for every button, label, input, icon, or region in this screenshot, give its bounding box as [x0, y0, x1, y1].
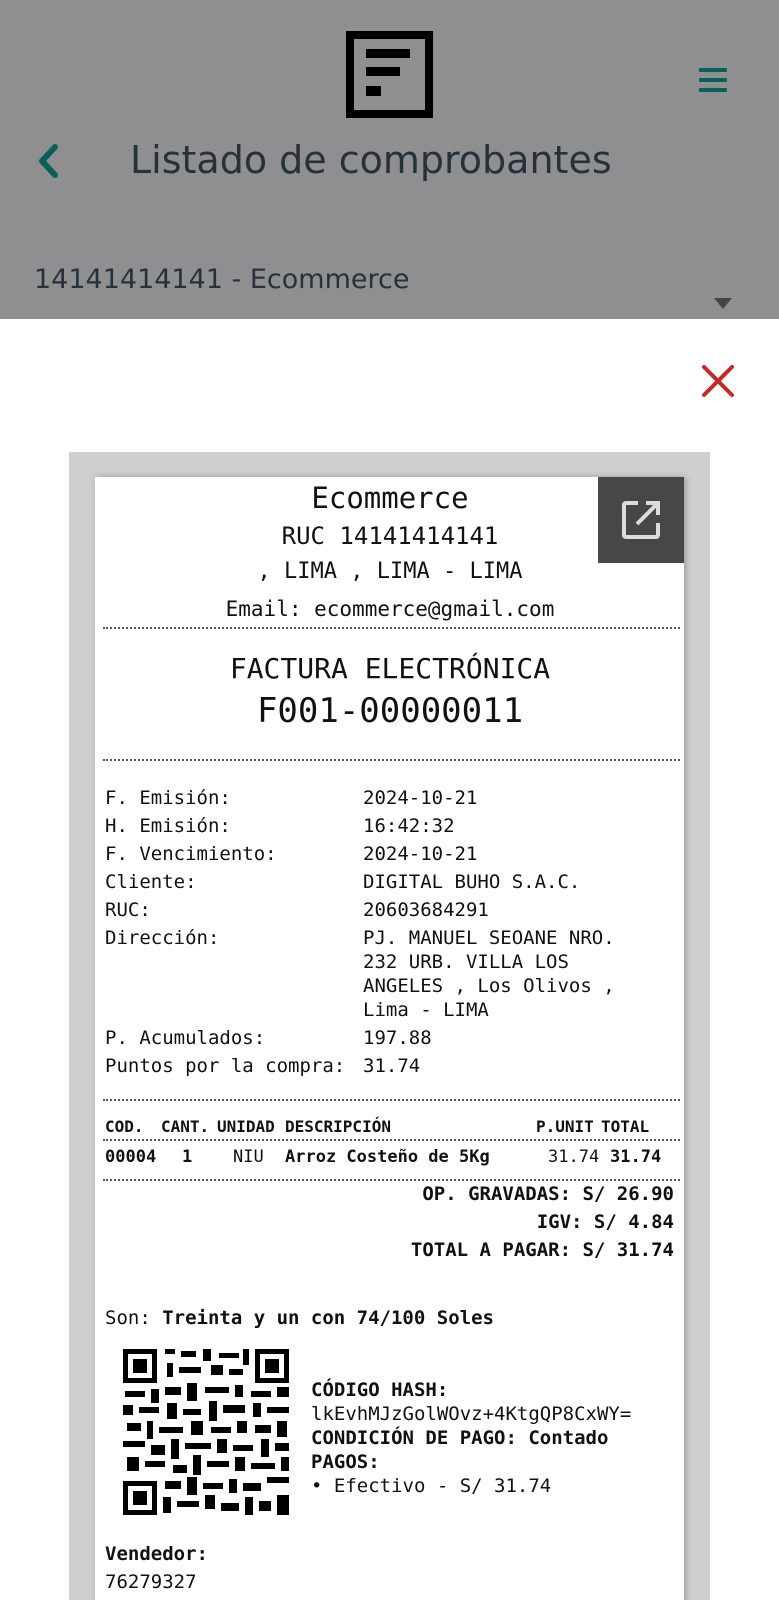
emission-date-label: F. Emisión: [105, 787, 231, 809]
item-unidad: NIU [233, 1147, 264, 1167]
company-name: Ecommerce [311, 481, 469, 515]
address-line: Lima - LIMA [363, 999, 489, 1021]
emission-time-label: H. Emisión: [105, 815, 231, 837]
seller-label: Vendedor: [105, 1543, 208, 1565]
company-ruc: RUC 14141414141 [281, 522, 499, 550]
document-number: F001-00000011 [256, 691, 524, 731]
accumulated-points: 197.88 [363, 1027, 432, 1049]
op-gravadas: OP. GRAVADAS: S/ 26.90 [422, 1183, 674, 1205]
item-descripcion: Arroz Costeño de 5Kg [285, 1147, 490, 1167]
company-select[interactable] [0, 256, 779, 319]
divider [103, 627, 680, 629]
hash-label: CÓDIGO HASH: [311, 1379, 449, 1401]
divider [103, 1099, 680, 1101]
amount-in-words-value: Treinta y un con 74/100 Soles [162, 1307, 494, 1329]
app-logo [346, 31, 433, 118]
app-header [0, 0, 779, 319]
col-header-cod: COD. [105, 1117, 144, 1136]
item-punit: 31.74 [548, 1147, 600, 1167]
address-line: 232 URB. VILLA LOS [363, 951, 569, 973]
igv-amount: IGV: S/ 4.84 [536, 1211, 674, 1233]
purchase-points-label: Puntos por la compra: [105, 1055, 346, 1077]
company-select-value: 14141414141 - Ecommerce [34, 264, 410, 295]
emission-date: 2024-10-21 [363, 787, 478, 809]
receipt-viewer[interactable] [69, 452, 710, 1600]
item-cant: 1 [182, 1147, 193, 1167]
client-label: Cliente: [105, 871, 197, 893]
page-title: Listado de comprobantes [130, 138, 612, 182]
payment-condition: CONDICIÓN DE PAGO: Contado [311, 1427, 609, 1449]
client-ruc-label: RUC: [105, 899, 151, 921]
company-email: Email: ecommerce@gmail.com [225, 597, 555, 621]
total-to-pay: TOTAL A PAGAR: S/ 31.74 [410, 1239, 674, 1261]
col-header-descripcion: DESCRIPCIÓN [285, 1117, 391, 1136]
menu-icon[interactable] [699, 68, 727, 92]
client-name: DIGITAL BUHO S.A.C. [363, 871, 581, 893]
seller-value: 76279327 [105, 1571, 197, 1593]
divider [103, 759, 680, 761]
item-cod: 00004 [105, 1147, 157, 1167]
receipt-paper [95, 477, 684, 1600]
accumulated-points-label: P. Acumulados: [105, 1027, 266, 1049]
close-icon[interactable] [698, 361, 738, 401]
divider [103, 1139, 680, 1141]
client-ruc: 20603684291 [363, 899, 489, 921]
back-arrow-icon[interactable] [36, 142, 62, 180]
amount-in-words [105, 1307, 494, 1329]
qr-code [121, 1347, 291, 1517]
col-header-cant: CANT. [161, 1117, 210, 1136]
chevron-down-icon [714, 298, 732, 309]
col-header-punit: P.UNIT [536, 1117, 594, 1136]
address-line: PJ. MANUEL SEOANE NRO. [363, 927, 615, 949]
due-date: 2024-10-21 [363, 843, 478, 865]
col-header-unidad: UNIDAD [217, 1117, 275, 1136]
col-header-total: TOTAL [601, 1117, 650, 1136]
payment-item: • Efectivo - S/ 31.74 [311, 1475, 552, 1497]
item-total: 31.74 [610, 1147, 662, 1167]
address-line: ANGELES , Los Olivos , [363, 975, 615, 997]
document-type: FACTURA ELECTRÓNICA [229, 652, 551, 685]
purchase-points: 31.74 [363, 1055, 421, 1077]
amount-in-words-label: Son: [105, 1307, 151, 1329]
emission-time: 16:42:32 [363, 815, 455, 837]
address-label: Dirección: [105, 927, 220, 949]
payments-label: PAGOS: [311, 1451, 380, 1473]
hash-value: lkEvhMJzGolWOvz+4KtgQP8CxWY= [311, 1403, 632, 1425]
due-date-label: F. Vencimiento: [105, 843, 277, 865]
divider [103, 1179, 680, 1181]
company-address: , LIMA , LIMA - LIMA [257, 559, 523, 584]
